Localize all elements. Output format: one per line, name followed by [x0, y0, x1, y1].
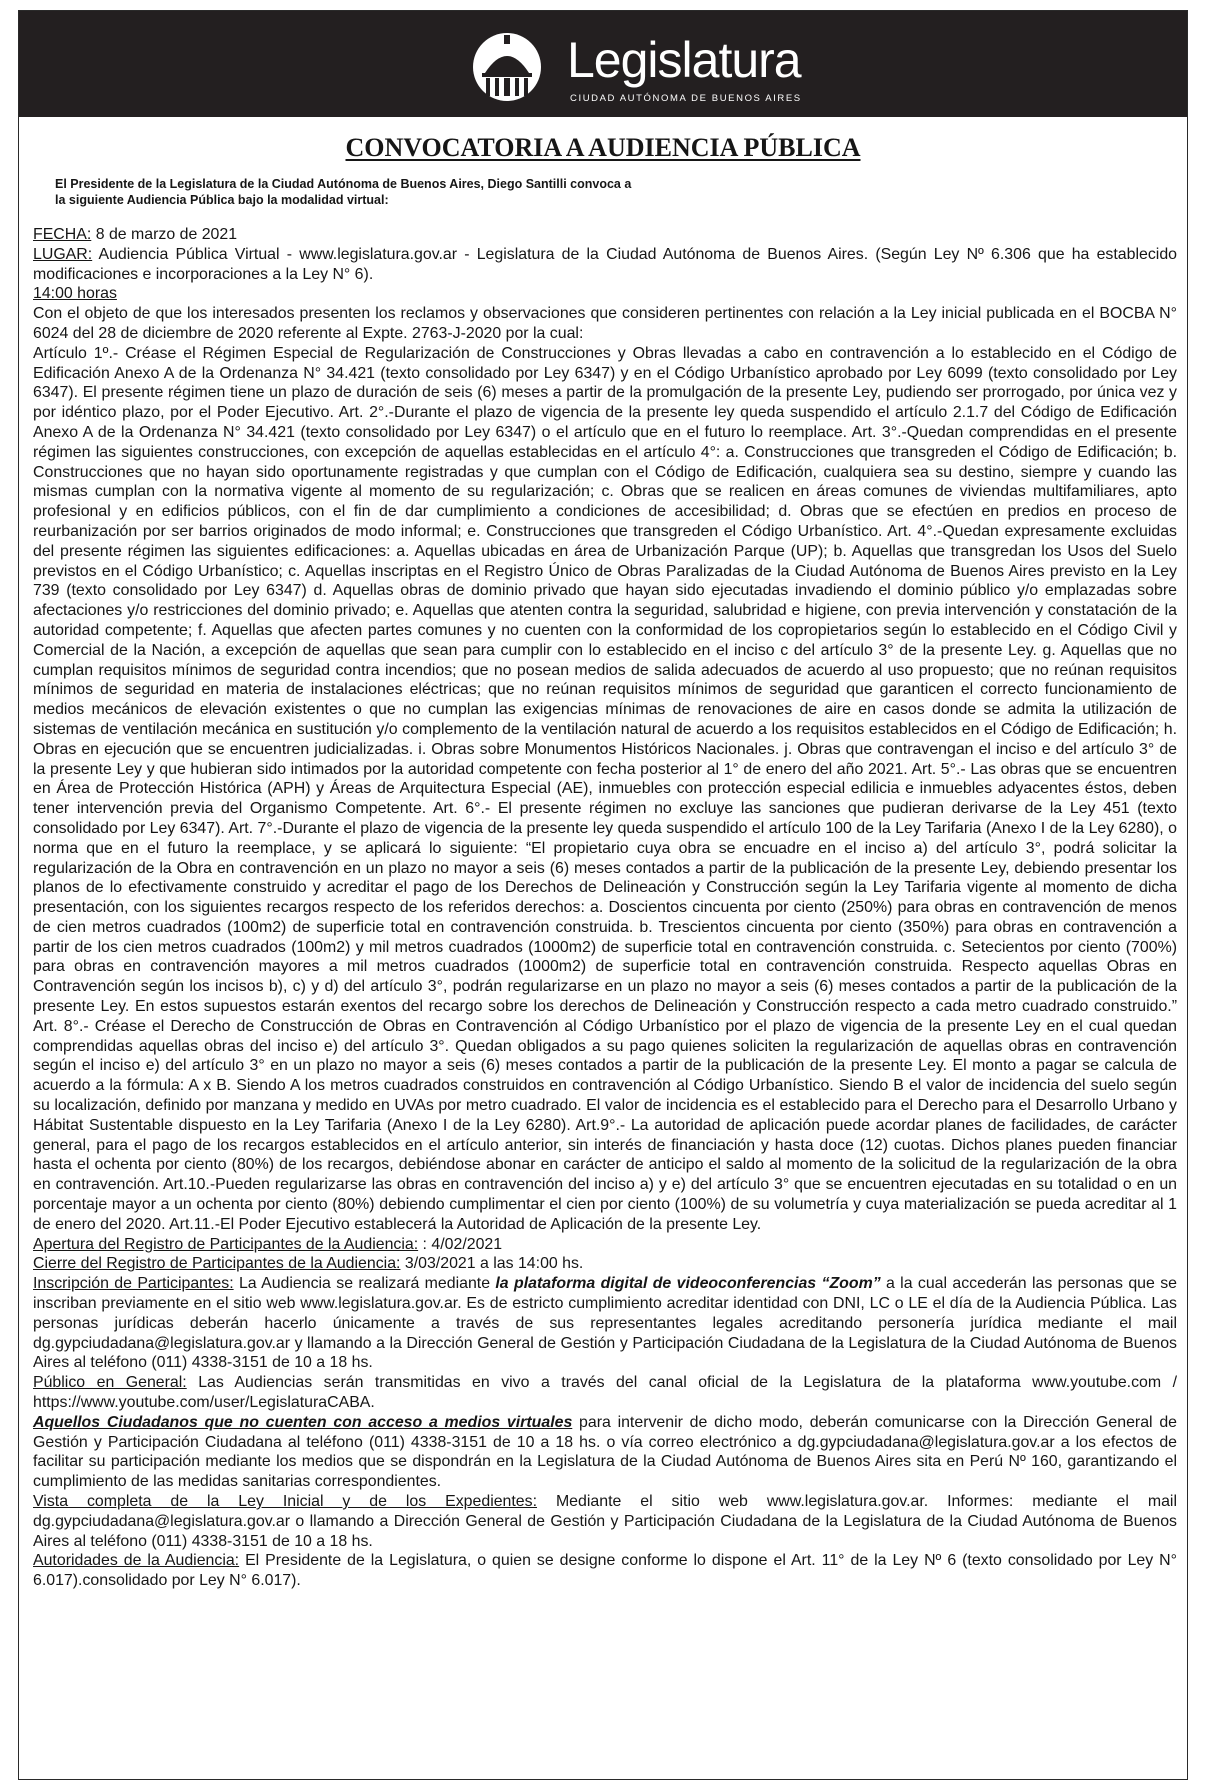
publico-label: Público en General:: [33, 1374, 187, 1392]
dome-icon: [457, 29, 557, 103]
fecha-label: FECHA:: [33, 226, 92, 243]
lugar-line: [33, 245, 1177, 285]
notice-frame: [18, 10, 1188, 1780]
apertura-value: : 4/02/2021: [418, 1235, 503, 1253]
apertura-label: Apertura del Registro de Participantes de la Audiencia:: [33, 1235, 419, 1253]
hora-line: [33, 284, 1177, 304]
cierre-line: [33, 1254, 1177, 1274]
ciudadanos-value: para intervenir de dicho modo, deberán comunicarse con la Dirección General de Gestión y Participación Ciudadana al teléfono (011) 4338-3151 de 10 a 18 hs. o vía correo electrónico a dg.gypciudadana@legislatura.gov.ar a los efectos de facilitar su participación mediante los medios que se dispondrán en la Legislatura de la Ciudad Autónoma de Buenos Aires sita en Perú Nº 160, garantizando el cumplimiento de las medidas sanitarias correspondientes.: [33, 1413, 1177, 1491]
cierre-label: Cierre del Registro de Participantes de la Audiencia:: [33, 1255, 401, 1273]
vista-label: Vista completa de la Ley Inicial y de los Expedientes:: [33, 1493, 538, 1510]
inscripcion-label: Inscripción de Participantes:: [33, 1275, 234, 1293]
autoridades-label: Autoridades de la Audiencia:: [33, 1552, 240, 1570]
intro-text: El Presidente de la Legislatura de la Ciudad Autónoma de Buenos Aires, Diego Santilli convoca a la siguiente Audiencia Pública bajo la modalidad virtual:: [55, 177, 632, 207]
page-title: CONVOCATORIA A AUDIENCIA PÚBLICA: [345, 133, 861, 162]
autoridades-paragraph: [33, 1551, 1177, 1591]
articulado-paragraph: Artículo 1º.- Créase el Régimen Especial de Regularización de Construcciones y Obras llevadas a cabo en contravención a lo establecido en el Código de Edificación Anexo A de la Ordenanza N° 34.421 (texto consolidado por Ley 6347) y en el Código Urbanístico aprobado por Ley 6099 (texto consolidado por Ley 6347). El presente régimen tiene un plazo de duración de seis (6) meses a partir de la promulgación de la presente Ley, pudiendo ser prorrogado, por única vez y por idéntico plazo, por el Poder Ejecutivo. Art. 2°.-Durante el plazo de vigencia de la presente ley queda suspendido el artículo 2.1.7 del Código de Edificación Anexo A de la Ordenanza N° 34.421 (texto consolidado por Ley 6347) o el artículo que en el futuro lo reemplace. Art. 3°.-Quedan comprendidas en el presente régimen las siguientes construcciones, con excepción de aquellas establecidas en el artículo 4°: a. Construcciones que transgreden el Código de Edificación; b. Construcciones que no hayan sido oportunamente registradas y que cumplan con el Código de Edificación, cualquiera sea su destino, siempre y cuando las mismas cumplan con la normativa vigente al momento de su regularización; c. Obras que se realicen en áreas comunes de viviendas multifamiliares, apto profesional y en edificios públicos, con el fin de dar cumplimiento a condiciones de accesibilidad; d. Obras que se efectúen en predios en proceso de reurbanización por ser barrios originados de modo informal; e. Construcciones que transgreden el Código Urbanístico. Art. 4°.-Quedan expresamente excluidas del presente régimen las siguientes edificaciones: a. Aquellas ubicadas en área de Urbanización Parque (UP); b. Aquellas que transgredan los Usos del Suelo previstos en el Código Urbanístico; c. Aquellas inscriptas en el Registro Único de Obras Paralizadas de la Ciudad Autónoma de Buenos Aires previsto en la Ley 739 (texto consolidado por Ley 6347) d. Aquellas obras de dominio privado que hayan sido ejecutadas invadiendo el dominio público y/o emplazadas sobre afectaciones y/o restricciones del dominio privado; e. Aquellas que atenten contra la seguridad, salubridad e higiene, con previa intervención y constatación de la autoridad competente; f. Aquellas que afecten partes comunes y no cuenten con la conformidad de los copropietarios según lo establecido en el Código Civil y Comercial de la Nación, a excepción de aquellas que sean para cumplir con lo establecido en el inciso c del artículo 3° de la presente Ley. g. Aquellas que no cumplan requisitos mínimos de seguridad contra incendios; que no posean medios de salida adecuados de acuerdo al uso propuesto; que no reúnan requisitos mínimos de seguridad en materia de instalaciones eléctricas; que no reúnan requisitos mínimos de seguridad que garanticen el correcto funcionamiento de medios mecánicos de elevación existentes o que no cumplan las exigencias mínimas de renovaciones de aire en casos donde se admita la utilización de sistemas de ventilación mecánica en sustitución y/o complemento de la ventilación natural de acuerdo a los requisitos establecidos en el Código de Edificación; h. Obras en ejecución que se encuentren judicializadas. i. Obras sobre Monumentos Históricos Nacionales. j. Obras que contravengan el inciso e del artículo 3° de la presente Ley y que hubieran sido intimados por la autoridad competente con fecha posterior al 1° de enero del año 2021. Art. 5°.- Las obras que se encuentren en Área de Protección Histórica (APH) y Áreas de Arquitectura Especial (AE), inmuebles con protección especial edilicia e inmuebles adyacentes éstos, deben tener intervención previa del Organismo Competente. Art. 6°.- El presente régimen no excluye las sanciones que pudieran derivarse de la Ley 451 (texto consolidado por Ley 6347). Art. 7°.-Durante el plazo de vigencia de la presente ley queda suspendido el artículo 100 de la Ley Tarifaria (Anexo I de la Ley 6280), o norma que en el futuro la reemplace, y se aplicará lo siguiente: “El propietario cuya obra se encuadre en el inciso a) del artículo 3°, podrá solicitar la regularización de la Obra en contravención en un plazo no mayor a seis (6) meses contados a partir de la publicación de la presente Ley, debiendo presentar los planos de lo efectivamente construido y acreditar el pago de los Derechos de Delineación y Construcción según la Ley Tarifaria vigente al momento de dicha presentación, con los siguientes recargos respecto de los referidos derechos: a. Doscientos cincuenta por ciento (250%) para obras en contravención de menos de cien metros cuadrados (100m2) de superficie total en contravención construida. b. Trescientos cincuenta por ciento (350%) para obras en contravención a partir de los cien metros cuadrados (100m2) y mil metros cuadrados (1000m2) de superficie total en contravención construida. c. Setecientos por ciento (700%) para obras en contravención mayores a mil metros cuadrados (1000m2) de superficie total en contravención construida. Respecto aquellas Obras en Contravención según los incisos b), c) y d) del artículo 3°, podrán regularizarse en un plazo no mayor a seis (6) meses contados a partir de la publicación de la presente Ley. En estos supuestos estarán exentos del recargo sobre los derechos de Delineación y Construcción respecto a cada metro cuadrado construido.” Art. 8°.- Créase el Derecho de Construcción de Obras en Contravención al Código Urbanístico por el plazo de vigencia de la presente Ley en el cual quedan comprendidas aquellas obras del inciso e) del artículo 3°. Quedan obligados a su pago quienes soliciten la regularización de aquellas obras en contravención según el inciso e) del artículo 3° en un plazo no mayor a seis (6) meses contados a partir de la publicación de la presente Ley. El monto a pagar se calcula de acuerdo a la fórmula: A x B. Siendo A los metros cuadrados construidos en contravención al Código Urbanístico. Siendo B el valor de incidencia del suelo según su localización, definido por manzana y medido en UVAs por metro cuadrado. El valor de incidencia es el establecido para el Derecho para el Desarrollo Urbano y Hábitat Sustentable dispuesto en la Ley Tarifaria (Anexo I de la Ley 6280). Art.9°.- La autoridad de aplicación puede acordar planes de facilidades, de carácter general, para el pago de los recargos establecidos en el artículo anterior, sin interés de financiación y hasta doce (12) cuotas. Dichos planes pueden financiar hasta el ochenta por ciento (80%) de los recargos, debiéndose abonar en carácter de anticipo el saldo al momento de la solicitud de la regularización de la obra en contravención. Art.10.-Pueden regularizarse las obras en contravención del inciso a) y e) del artículo 3° que se encuentren ejecutadas en su totalidad o en un porcentaje mayor a un ochenta por ciento (80%) debiendo cumplimentar el cien por ciento (100%) de su volumetría y cuya materialización se pueda acreditar al 1 de enero del 2020. Art.11.-El Poder Ejecutivo establecerá la Autoridad de Aplicación de la presente Ley.: [33, 344, 1177, 1233]
inscripcion-paragraph: [33, 1274, 1177, 1373]
vista-value: Mediante el sitio web www.legislatura.gov.ar. Informes: mediante el mail dg.gypciudadana@legislatura.gov.ar o llamando a Dirección General de Gestión y Participación Ciudadana de la Legislatura de la Ciudad Autónoma de Buenos Aires al teléfono (011) 4338-3151 de 10 a 18 hs.: [33, 1493, 1177, 1550]
header-banner: [19, 11, 1187, 117]
cierre-value: 3/03/2021 a las 14:00 hs.: [400, 1255, 584, 1273]
publico-paragraph: [33, 1373, 1177, 1413]
lugar-value: Audiencia Pública Virtual - www.legislatura.gov.ar - Legislatura de la Ciudad Autónoma de Buenos Aires. (Según Ley Nº 6.306 que ha establecido modificaciones e incorporaciones a la Ley N° 6).: [33, 245, 1177, 283]
objeto-paragraph: Con el objeto de que los interesados presenten los reclamos y observaciones que consideren pertinentes con relación a la Ley inicial publicada en el BOCBA N° 6024 del 28 de diciembre de 2020 referente al Expte. 2763-J-2020 por la cual:: [33, 305, 1177, 342]
fecha-value: 8 de marzo de 2021: [91, 226, 238, 243]
publico-value: Las Audiencias serán transmitidas en vivo a través del canal oficial de la Legislatura de la plataforma www.youtube.com / https://www.youtube.com/user/LegislaturaCABA.: [33, 1374, 1177, 1412]
apertura-line: [33, 1235, 1177, 1255]
inscripcion-emphasis: la plataforma digital de videoconferencias “Zoom”: [495, 1275, 881, 1293]
brand-subtitle: CIUDAD AUTÓNOMA DE BUENOS AIRES: [570, 93, 802, 104]
inscripcion-text1: La Audiencia se realizará mediante: [233, 1275, 496, 1293]
inscripcion-text2: a la cual accederán las personas que se inscriban previamente en el sitio web www.legislatura.gov.ar. Es de estricto cumplimiento acreditar identidad con DNI, LC o LE el día de la Audiencia Pública. Las personas jurídicas deberán hacerlo únicamente a través de sus representantes legales acreditando personería jurídica mediante el mail dg.gypciudadana@legislatura.gov.ar y llamando a la Dirección General de Gestión y Participación Ciudadana de la Legislatura de la Ciudad Autónoma de Buenos Aires al teléfono (011) 4338-3151 de 10 a 18 hs.: [33, 1275, 1177, 1372]
autoridades-value: El Presidente de la Legislatura, o quien se designe conforme lo dispone el Art. 11° de la Ley Nº 6 (texto consolidado por Ley N° 6.017).consolidado por Ley N° 6.017).: [33, 1552, 1177, 1590]
notice-body: [33, 225, 1177, 1591]
brand-name: Legislatura: [567, 32, 801, 88]
ciudadanos-label: Aquellos Ciudadanos que no cuenten con acceso a medios virtuales: [33, 1413, 573, 1431]
hora-value: 14:00 horas: [33, 285, 117, 303]
fecha-line: [33, 225, 1177, 245]
vista-paragraph: [33, 1492, 1177, 1551]
lugar-label: LUGAR:: [33, 245, 93, 263]
ciudadanos-paragraph: [33, 1413, 1177, 1492]
